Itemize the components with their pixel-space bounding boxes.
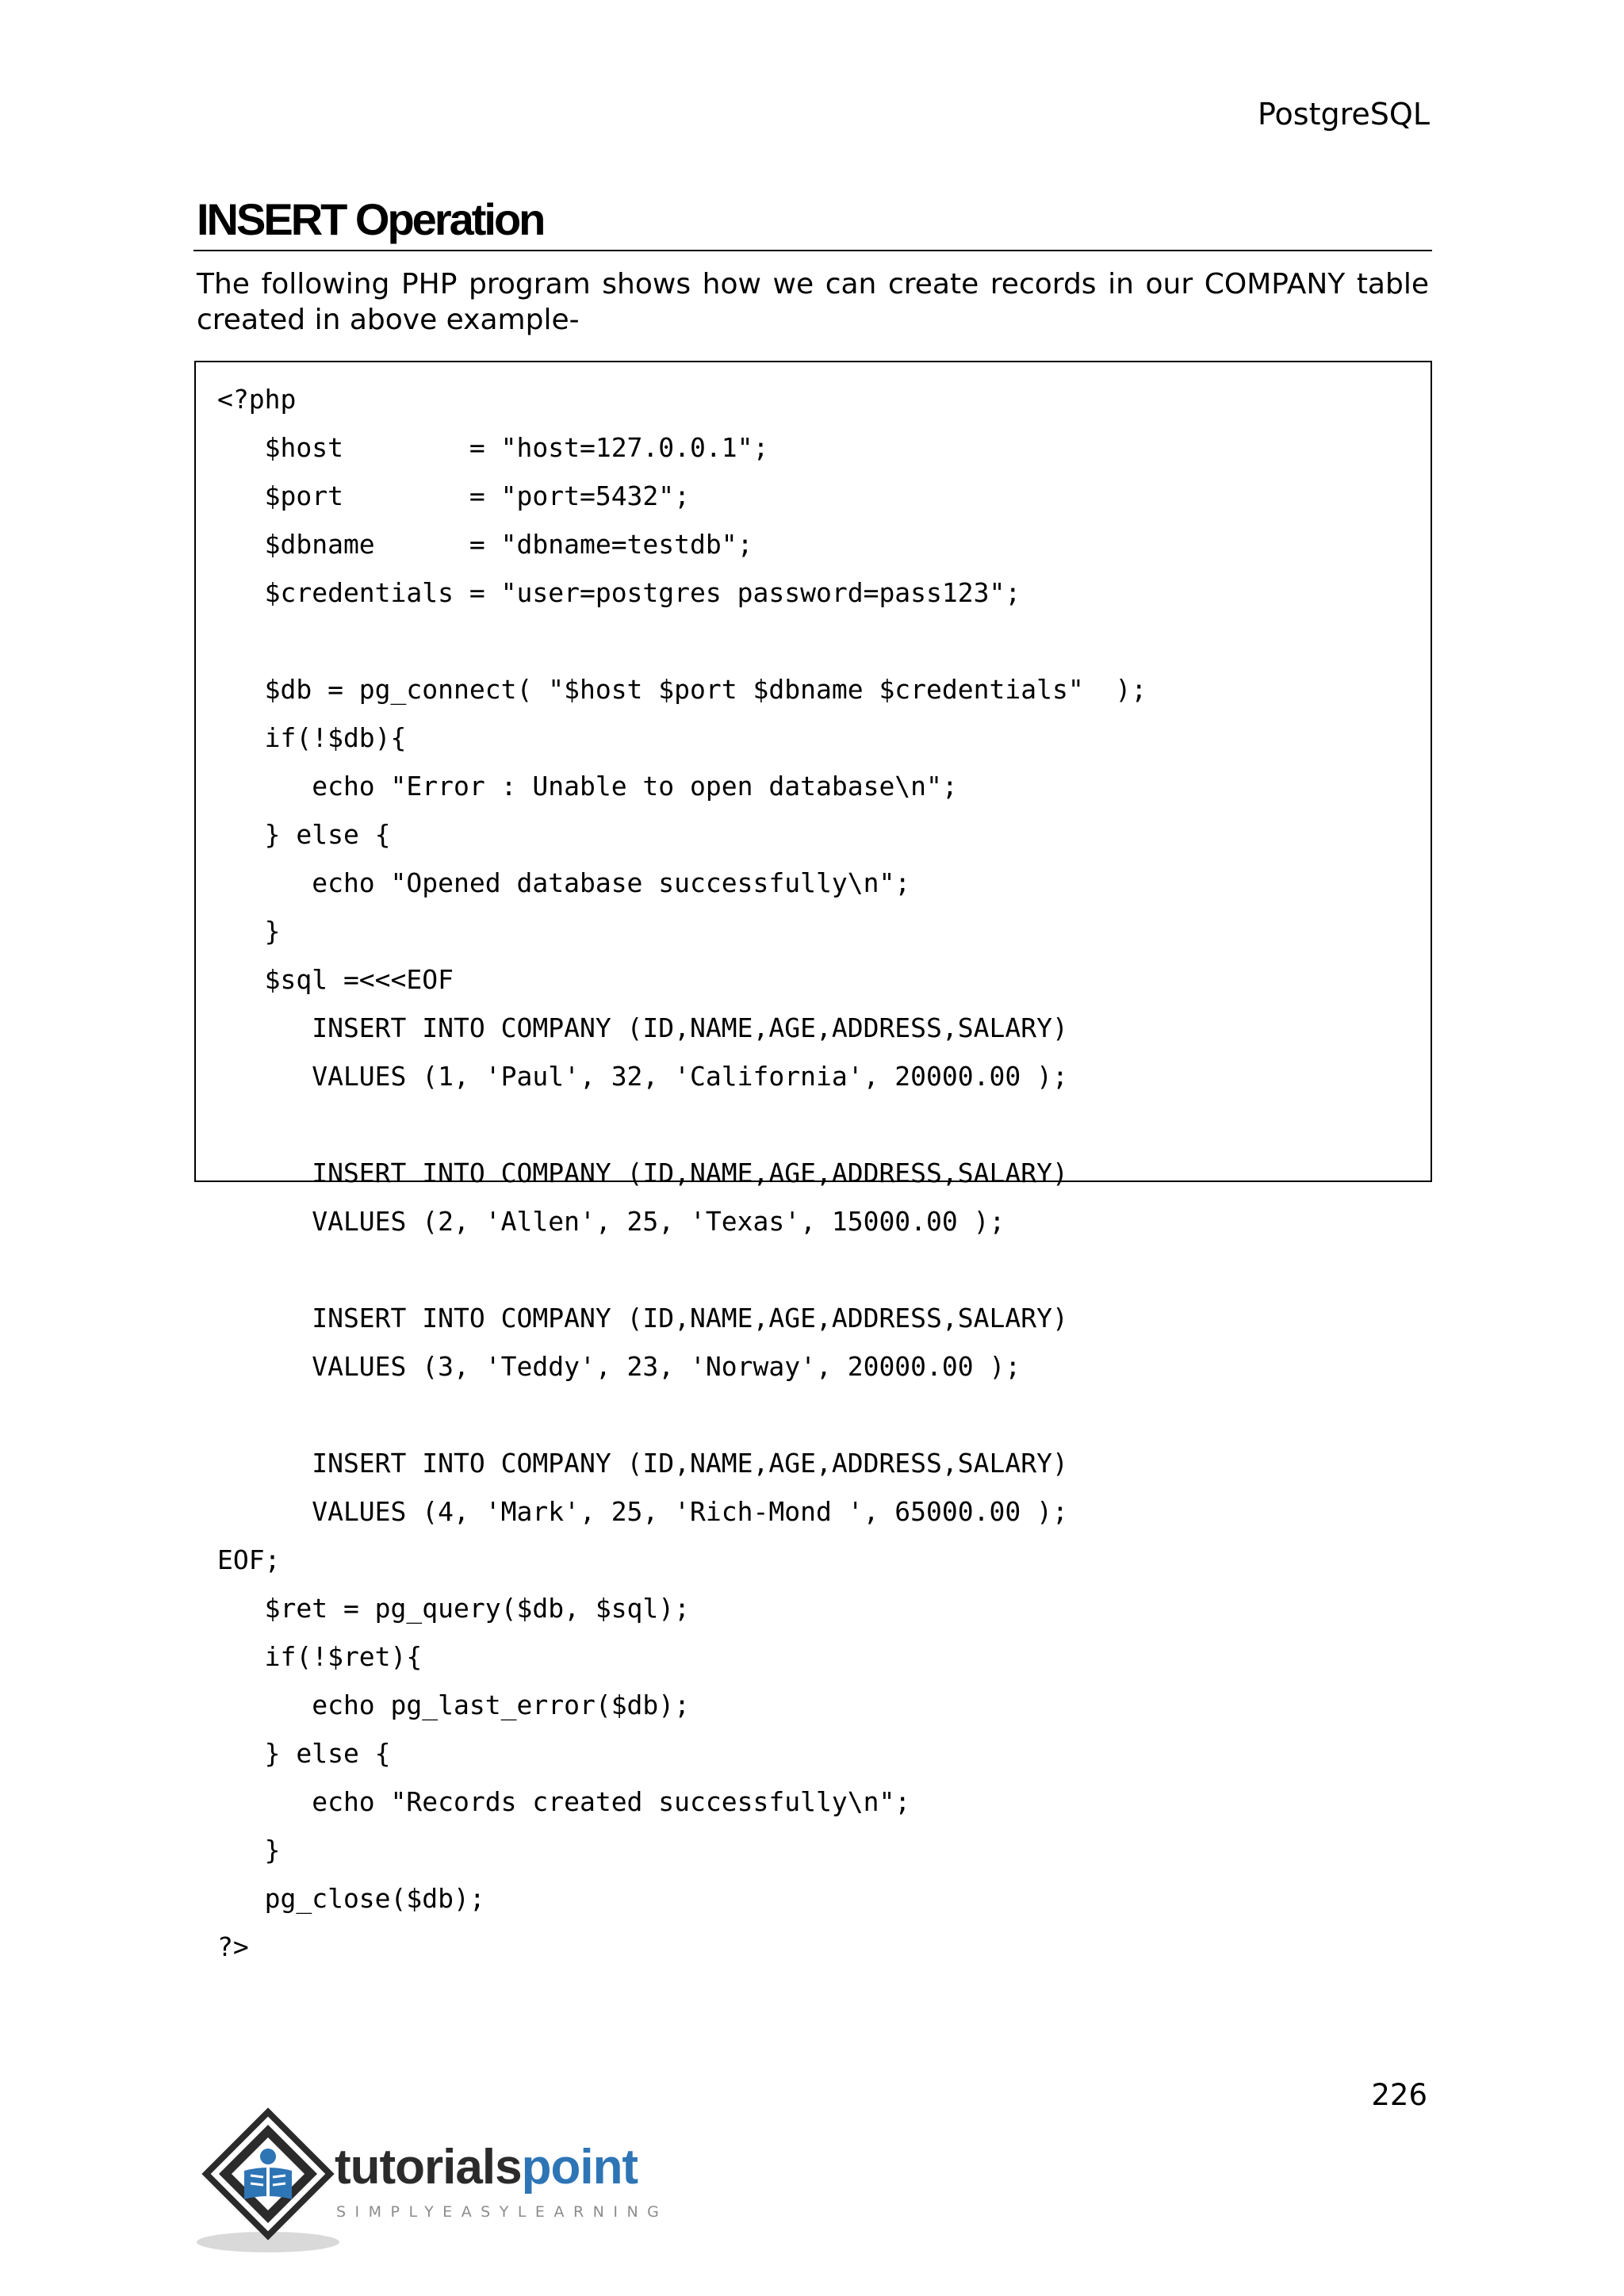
logo-tagline: SIMPLYEASYLEARNING xyxy=(336,2203,668,2221)
code-line: $db = pg_connect( "$host $port $dbname $credentials" ); xyxy=(217,674,1147,705)
code-line: INSERT INTO COMPANY (ID,NAME,AGE,ADDRESS,SALARY) xyxy=(217,1303,1068,1334)
code-line xyxy=(217,622,1147,670)
code-block xyxy=(194,361,1432,1962)
code-line: } xyxy=(217,916,281,947)
code-line: $port = "port=5432"; xyxy=(217,480,691,511)
code-line: INSERT INTO COMPANY (ID,NAME,AGE,ADDRESS,SALARY) xyxy=(217,1448,1068,1479)
code-line: pg_close($db); xyxy=(217,1883,485,1914)
logo-wordmark: tutorialspoint xyxy=(335,2140,638,2195)
code-line: <?php xyxy=(217,384,297,415)
section-heading: INSERT Operation xyxy=(197,194,544,244)
code-line xyxy=(217,1395,1147,1444)
heading-divider xyxy=(193,250,1432,251)
code-line: INSERT INTO COMPANY (ID,NAME,AGE,ADDRESS,SALARY) xyxy=(217,1158,1068,1188)
code-line: } else { xyxy=(217,819,391,850)
code-line: ?> xyxy=(217,1931,249,1962)
page-number: 226 xyxy=(1371,2078,1427,2112)
code-line: } xyxy=(217,1835,281,1866)
code-line: VALUES (2, 'Allen', 25, 'Texas', 15000.00 ); xyxy=(217,1206,1005,1237)
tutorialspoint-logo-icon xyxy=(206,2112,330,2236)
code-line: echo "Records created successfully\n"; xyxy=(217,1786,911,1817)
code-line: INSERT INTO COMPANY (ID,NAME,AGE,ADDRESS,SALARY) xyxy=(217,1012,1068,1043)
code-line: $credentials = "user=postgres password=pass123"; xyxy=(217,577,1021,608)
code-line xyxy=(217,1105,1147,1154)
code-line: echo "Opened database successfully\n"; xyxy=(217,867,911,898)
code-line: if(!$db){ xyxy=(217,722,407,753)
code-line: $dbname = "dbname=testdb"; xyxy=(217,529,753,560)
tutorialspoint-logo xyxy=(195,2106,671,2256)
code-line: $sql =<<<EOF xyxy=(217,964,454,995)
code-lines xyxy=(217,380,1147,1976)
code-line: } else { xyxy=(217,1738,391,1769)
code-line: if(!$ret){ xyxy=(217,1641,423,1672)
intro-paragraph: The following PHP program shows how we can create records in our COMPANY table created in above example- xyxy=(197,268,1429,336)
code-line: echo "Error : Unable to open database\n"; xyxy=(217,771,958,802)
code-line: VALUES (1, 'Paul', 32, 'California', 20000.00 ); xyxy=(217,1061,1068,1092)
code-line: VALUES (3, 'Teddy', 23, 'Norway', 20000.00 ); xyxy=(217,1351,1021,1382)
code-line: EOF; xyxy=(217,1544,281,1575)
code-line: VALUES (4, 'Mark', 25, 'Rich-Mond ', 65000.00 ); xyxy=(217,1496,1068,1527)
code-line: echo pg_last_error($db); xyxy=(217,1689,691,1720)
code-line: $ret = pg_query($db, $sql); xyxy=(217,1593,691,1624)
running-header: PostgreSQL xyxy=(1258,97,1430,132)
code-line: $host = "host=127.0.0.1"; xyxy=(217,432,769,463)
code-line xyxy=(217,1250,1147,1299)
